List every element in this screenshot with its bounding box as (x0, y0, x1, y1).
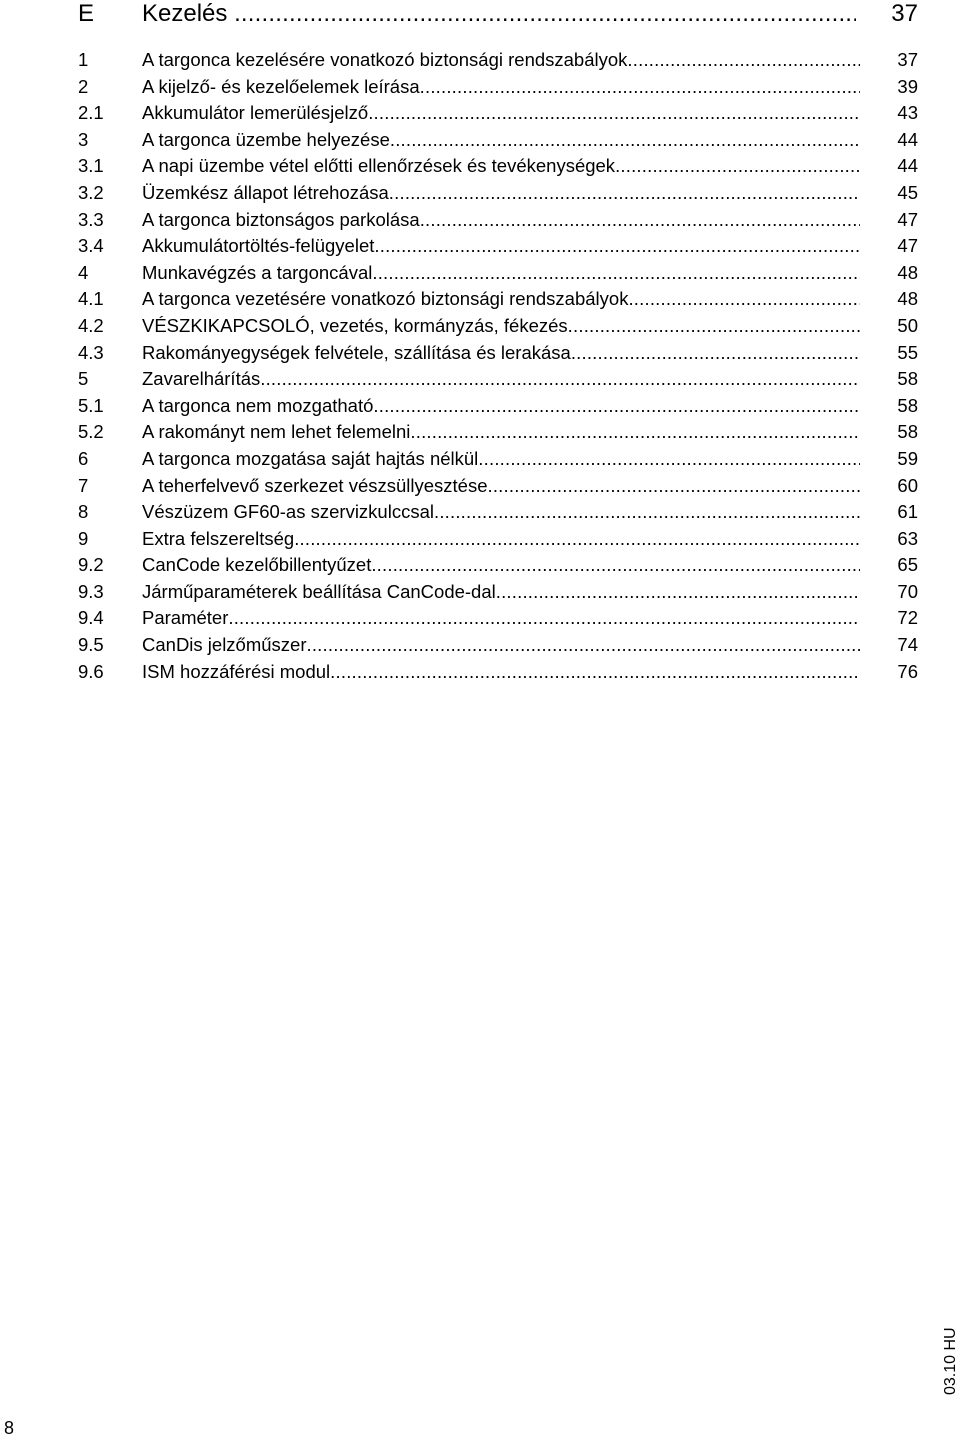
toc-entry-number: 5.1 (78, 394, 104, 416)
toc-entry-page: 39 (897, 75, 918, 97)
edition-label: 03.10 HU (942, 1327, 959, 1395)
toc-entry-title: CanDis jelzőműszer (142, 634, 307, 656)
toc-entry-page: 63 (897, 527, 918, 549)
toc-entry[interactable] (78, 74, 918, 101)
toc-entry-number: 3.2 (78, 181, 104, 203)
toc-entry-number: 5.2 (78, 421, 104, 443)
toc-entry-title: A targonca vezetésére vonatkozó biztonsági rendszabályok (142, 288, 629, 310)
toc-entry-page: 61 (897, 501, 918, 523)
toc-entry-number: 9.4 (78, 607, 104, 629)
toc-entry-number: 3.1 (78, 155, 104, 177)
toc-entry-title-leader (142, 419, 860, 445)
toc-entry-title: A napi üzembe vétel előtti ellenőrzések és tevékenységek (142, 155, 616, 177)
toc-entry-title: Vészüzem GF60-as szervizkulccsal (142, 501, 434, 523)
toc-entry-page: 58 (897, 421, 918, 443)
toc-entry-number: 4.2 (78, 314, 104, 336)
toc-entry-page: 65 (897, 554, 918, 576)
toc-entry-number: 2.1 (78, 102, 104, 124)
toc-entry-title-leader (142, 313, 860, 339)
toc-entry-title-leader (142, 499, 860, 525)
toc-entry-page: 70 (897, 580, 918, 602)
toc-entry-title: Üzemkész állapot létrehozása (142, 181, 389, 203)
toc-entry[interactable] (78, 286, 918, 313)
toc-entry-page: 48 (897, 288, 918, 310)
toc-heading-title-leader (142, 0, 856, 28)
toc-entry-title-leader (142, 605, 860, 631)
toc-entry[interactable] (78, 659, 918, 686)
toc-entry[interactable] (78, 473, 918, 500)
toc-entry-title: A kijelző- és kezelőelemek leírása (142, 75, 420, 97)
toc-entry[interactable] (78, 526, 918, 553)
toc-entry-title-leader (142, 74, 860, 100)
toc-entry-title-leader (142, 340, 860, 366)
toc-entry[interactable] (78, 446, 918, 473)
toc-entry[interactable] (78, 313, 918, 340)
toc-entry[interactable] (78, 499, 918, 526)
toc-entry-title-leader (142, 233, 860, 259)
toc-heading-title: Kezelés (142, 0, 228, 27)
toc-entry-number: 4.1 (78, 288, 104, 310)
toc-entry-number: 3 (78, 128, 89, 150)
toc-entry-title-leader (142, 393, 860, 419)
toc-entry-title-leader (142, 552, 860, 578)
toc-entry-title: Munkavégzés a targoncával (142, 261, 373, 283)
dot-leader (227, 0, 234, 27)
toc-entry-title: VÉSZKIKAPCSOLÓ, vezetés, kormányzás, fékezés (142, 314, 568, 336)
toc-entry[interactable] (78, 552, 918, 579)
toc-entry-title-leader (142, 207, 860, 233)
toc-entry-page: 58 (897, 368, 918, 390)
toc-entry-title-leader (142, 526, 860, 552)
toc-entry-page: 60 (897, 474, 918, 496)
toc-entry-number: 9.2 (78, 554, 104, 576)
toc-heading-page: 37 (891, 0, 918, 27)
toc-entry-number: 6 (78, 447, 89, 469)
toc-entry-page: 45 (897, 181, 918, 203)
toc-entry-title: A targonca kezelésére vonatkozó biztonsági rendszabályok (142, 49, 628, 70)
toc-entry-page: 50 (897, 314, 918, 336)
toc-entry-number: 3.4 (78, 235, 104, 257)
toc-entry[interactable] (78, 47, 918, 74)
toc-entry[interactable] (78, 605, 918, 632)
toc-entry-page: 43 (897, 102, 918, 124)
toc-entry-number: 2 (78, 75, 89, 97)
toc-entry-number: 3.3 (78, 208, 104, 230)
page-number: 8 (4, 1418, 15, 1438)
toc-entry-title-leader (142, 127, 860, 153)
toc-entry-number: 5 (78, 368, 89, 390)
toc-entry-page: 47 (897, 208, 918, 230)
toc-entry-title: A teherfelvevő szerkezet vészsüllyesztése (142, 474, 488, 496)
toc-entry-title-leader (142, 632, 860, 658)
toc-entry-page: 74 (897, 634, 918, 656)
toc-entry[interactable] (78, 579, 918, 606)
toc-entry-title: ISM hozzáférési modul (142, 660, 331, 682)
toc-entry-title-leader (142, 579, 860, 605)
toc-entry-title: Paraméter (142, 607, 229, 629)
toc-entry-title: CanCode kezelőbillentyűzet (142, 554, 372, 576)
toc-entry-number: 9.3 (78, 580, 104, 602)
toc-entry-page: 55 (897, 341, 918, 363)
toc-entry-title-leader (142, 473, 860, 499)
toc-entry-title: A targonca biztonságos parkolása (142, 208, 420, 230)
toc-entry-number: 9 (78, 527, 89, 549)
toc-entry-page: 58 (897, 394, 918, 416)
toc-entry-title-leader (142, 47, 860, 73)
toc-entry-page: 37 (897, 49, 918, 70)
toc-entry[interactable] (78, 100, 918, 127)
toc-entry[interactable] (78, 366, 918, 393)
toc-entry-number: 1 (78, 49, 89, 70)
toc-entry-title-leader (142, 180, 860, 206)
toc-entry[interactable] (78, 340, 918, 367)
toc-entry-title: Rakományegységek felvétele, szállítása és lerakása (142, 341, 571, 363)
toc-entry-title: Extra felszereltség (142, 527, 295, 549)
toc-entry[interactable] (78, 233, 918, 260)
toc-entry-page: 44 (897, 155, 918, 177)
toc-entry-number: 4.3 (78, 341, 104, 363)
table-of-contents (78, 47, 918, 685)
toc-entry[interactable] (78, 207, 918, 234)
toc-entry-page: 72 (897, 607, 918, 629)
toc-entry-title-leader (142, 153, 860, 179)
toc-entry-title-leader (142, 659, 860, 685)
toc-entry-page: 48 (897, 261, 918, 283)
toc-entry-title: A targonca mozgatása saját hajtás nélkül (142, 447, 479, 469)
toc-entry-number: 9.6 (78, 660, 104, 682)
toc-entry[interactable] (78, 632, 918, 659)
toc-entry-title-leader (142, 446, 860, 472)
toc-entry[interactable] (78, 260, 918, 287)
toc-entry-number: 7 (78, 474, 89, 496)
toc-entry-title: A targonca nem mozgatható (142, 394, 374, 416)
toc-entry-page: 76 (897, 660, 918, 682)
toc-entry-page: 59 (897, 447, 918, 469)
toc-entry-title: Akkumulátor lemerülésjelző (142, 102, 369, 124)
toc-heading-number: E (78, 0, 95, 27)
toc-heading[interactable] (78, 0, 918, 28)
toc-entry-number: 4 (78, 261, 89, 283)
toc-entry-title: Járműparaméterek beállítása CanCode-dal (142, 580, 496, 602)
toc-entry-title: A targonca üzembe helyezése (142, 128, 390, 150)
toc-entry[interactable] (78, 127, 918, 154)
toc-entry[interactable] (78, 180, 918, 207)
toc-entry-number: 8 (78, 501, 89, 523)
toc-entry-title-leader (142, 260, 860, 286)
toc-entry-number: 9.5 (78, 634, 104, 656)
toc-entry-title-leader (142, 366, 860, 392)
toc-entry[interactable] (78, 153, 918, 180)
toc-entry-title: Zavarelhárítás (142, 368, 261, 390)
toc-entry-title-leader (142, 100, 860, 126)
toc-entry-title: Akkumulátortöltés-felügyelet (142, 235, 375, 257)
toc-entry-page: 47 (897, 235, 918, 257)
toc-entry[interactable] (78, 419, 918, 446)
toc-entry-title: A rakományt nem lehet felemelni (142, 421, 411, 443)
toc-entry-title-leader (142, 286, 860, 312)
toc-entry[interactable] (78, 393, 918, 420)
toc-entry-page: 44 (897, 128, 918, 150)
